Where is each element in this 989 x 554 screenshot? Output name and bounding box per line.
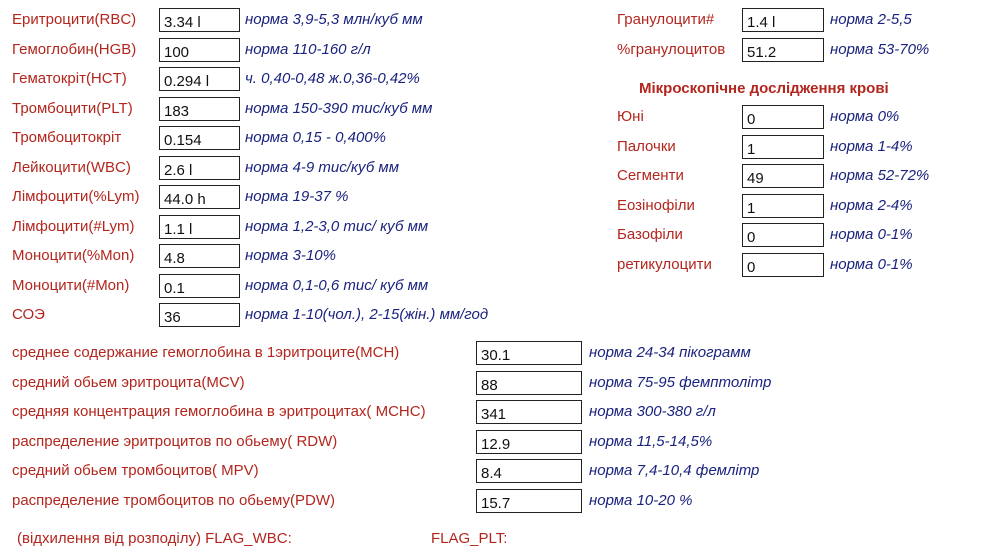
norm-text: норма 7,4-10,4 фемлітр bbox=[589, 462, 760, 479]
norm-text: норма 53-70% bbox=[830, 41, 930, 58]
row-label: СОЭ bbox=[12, 306, 45, 323]
row-label: ретикулоцити bbox=[617, 256, 712, 273]
index-row-mcv bbox=[0, 371, 989, 395]
micro-row-basophils bbox=[600, 223, 989, 247]
result-row-hgb bbox=[0, 38, 600, 62]
value-field[interactable]: 1.1 l bbox=[159, 215, 240, 239]
value-field[interactable]: 51.2 bbox=[742, 38, 824, 62]
row-label: распределение эритроцитов по обьему( RDW) bbox=[12, 433, 338, 450]
norm-text: норма 300-380 г/л bbox=[589, 403, 716, 420]
row-label: Базофіли bbox=[617, 226, 683, 243]
row-label: Лейкоцити(WBC) bbox=[12, 159, 131, 176]
row-label: среднее содержание гемоглобина в 1эритроците(MCH) bbox=[12, 344, 400, 361]
result-row-esr bbox=[0, 303, 600, 327]
norm-text: норма 3,9-5,3 млн/куб мм bbox=[245, 11, 423, 28]
result-row-plt bbox=[0, 97, 600, 121]
norm-text: норма 1,2-3,0 тис/ куб мм bbox=[245, 218, 429, 235]
norm-text: норма 0,15 - 0,400% bbox=[245, 129, 386, 146]
norm-text: ч. 0,40-0,48 ж.0,36-0,42% bbox=[245, 70, 420, 87]
norm-text: норма 0-1% bbox=[830, 226, 913, 243]
result-row-mon-abs bbox=[0, 274, 600, 298]
row-label: Палочки bbox=[617, 138, 676, 155]
norm-text: норма 0,1-0,6 тис/ куб мм bbox=[245, 277, 429, 294]
value-field[interactable]: 88 bbox=[476, 371, 582, 395]
value-field[interactable]: 1 bbox=[742, 194, 824, 218]
norm-text: норма 11,5-14,5% bbox=[589, 433, 713, 450]
norm-text: норма 19-37 % bbox=[245, 188, 349, 205]
norm-text: норма 110-160 г/л bbox=[245, 41, 371, 58]
row-label: Моноцити(#Mon) bbox=[12, 277, 130, 294]
index-row-mchc bbox=[0, 400, 989, 424]
result-row-gran-abs bbox=[600, 8, 989, 32]
value-field[interactable]: 2.6 l bbox=[159, 156, 240, 180]
result-row-wbc bbox=[0, 156, 600, 180]
norm-text: норма 4-9 тис/куб мм bbox=[245, 159, 399, 176]
norm-text: норма 1-4% bbox=[830, 138, 913, 155]
norm-text: норма 2-5,5 bbox=[830, 11, 912, 28]
value-field[interactable]: 30.1 bbox=[476, 341, 582, 365]
result-row-pct bbox=[0, 126, 600, 150]
micro-row-eosinophils bbox=[600, 194, 989, 218]
norm-text: норма 1-10(чол.), 2-15(жін.) мм/год bbox=[245, 306, 489, 323]
value-field[interactable]: 183 bbox=[159, 97, 240, 121]
row-label: средний обьем тромбоцитов( MPV) bbox=[12, 462, 259, 479]
norm-text: норма 150-390 тис/куб мм bbox=[245, 100, 433, 117]
row-label: распределение тромбоцитов по обьему(PDW) bbox=[12, 492, 335, 509]
row-label: средний обьем эритроцита(MCV) bbox=[12, 374, 245, 391]
result-row-gran-pct bbox=[600, 38, 989, 62]
norm-text: норма 24-34 пікограмм bbox=[589, 344, 751, 361]
result-row-lym-abs bbox=[0, 215, 600, 239]
row-label: Тромбоцити(PLT) bbox=[12, 100, 133, 117]
value-field[interactable]: 15.7 bbox=[476, 489, 582, 513]
norm-text: норма 3-10% bbox=[245, 247, 336, 264]
result-row-hct bbox=[0, 67, 600, 91]
micro-row-segmented bbox=[600, 164, 989, 188]
microscopy-section-title: Мікроскопічне дослідження крові bbox=[639, 80, 889, 97]
norm-text: норма 2-4% bbox=[830, 197, 913, 214]
norm-text: норма 10-20 % bbox=[589, 492, 693, 509]
value-field[interactable]: 1 bbox=[742, 135, 824, 159]
row-label: %гранулоцитов bbox=[617, 41, 726, 58]
value-field[interactable]: 44.0 h bbox=[159, 185, 240, 209]
row-label: Моноцити(%Mon) bbox=[12, 247, 135, 264]
value-field[interactable]: 0.154 bbox=[159, 126, 240, 150]
row-label: Юні bbox=[617, 108, 644, 125]
value-field[interactable]: 3.34 l bbox=[159, 8, 240, 32]
value-field[interactable]: 341 bbox=[476, 400, 582, 424]
norm-text: норма 0-1% bbox=[830, 256, 913, 273]
flag-wbc-label: (відхилення від розподілу) FLAG_WBC: bbox=[17, 530, 292, 547]
row-label: Гемоглобин(HGB) bbox=[12, 41, 137, 58]
value-field[interactable]: 1.4 l bbox=[742, 8, 824, 32]
value-field[interactable]: 100 bbox=[159, 38, 240, 62]
value-field[interactable]: 0.294 l bbox=[159, 67, 240, 91]
value-field[interactable]: 8.4 bbox=[476, 459, 582, 483]
value-field[interactable]: 0 bbox=[742, 253, 824, 277]
index-row-mpv bbox=[0, 459, 989, 483]
row-label: Еритроцити(RBC) bbox=[12, 11, 137, 28]
value-field[interactable]: 0.1 bbox=[159, 274, 240, 298]
flag-plt-label: FLAG_PLT: bbox=[431, 530, 508, 547]
row-label: Сегменти bbox=[617, 167, 684, 184]
value-field[interactable]: 0 bbox=[742, 105, 824, 129]
row-label: Лімфоцити(#Lym) bbox=[12, 218, 135, 235]
row-label: средняя концентрация гемоглобина в эритроцитах( MCHC) bbox=[12, 403, 426, 420]
micro-row-band bbox=[600, 135, 989, 159]
row-label: Гранулоцити# bbox=[617, 11, 715, 28]
row-label: Тромбоцитокріт bbox=[12, 129, 122, 146]
index-row-mch bbox=[0, 341, 989, 365]
value-field[interactable]: 49 bbox=[742, 164, 824, 188]
value-field[interactable]: 12.9 bbox=[476, 430, 582, 454]
result-row-rbc bbox=[0, 8, 600, 32]
index-row-pdw bbox=[0, 489, 989, 513]
micro-row-reticulocytes bbox=[600, 253, 989, 277]
row-label: Гематокріт(HCT) bbox=[12, 70, 127, 87]
value-field[interactable]: 0 bbox=[742, 223, 824, 247]
row-label: Еозінофіли bbox=[617, 197, 695, 214]
norm-text: норма 52-72% bbox=[830, 167, 930, 184]
norm-text: норма 0% bbox=[830, 108, 900, 125]
index-row-rdw bbox=[0, 430, 989, 454]
micro-row-young bbox=[600, 105, 989, 129]
value-field[interactable]: 36 bbox=[159, 303, 240, 327]
norm-text: норма 75-95 фемптолітр bbox=[589, 374, 772, 391]
result-row-mon-pct bbox=[0, 244, 600, 268]
result-row-lym-pct bbox=[0, 185, 600, 209]
value-field[interactable]: 4.8 bbox=[159, 244, 240, 268]
row-label: Лімфоцити(%Lym) bbox=[12, 188, 140, 205]
